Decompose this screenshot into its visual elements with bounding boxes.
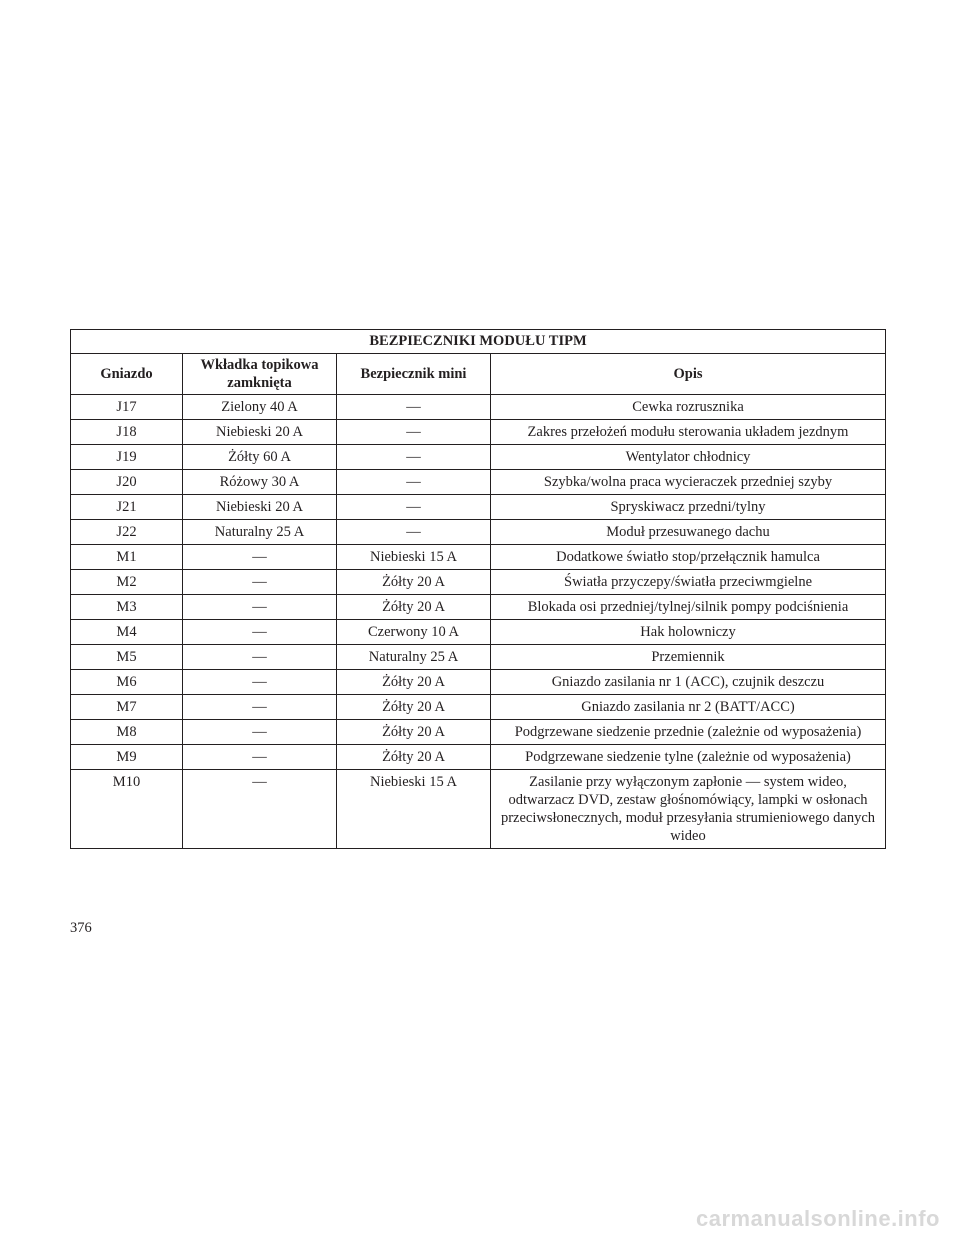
cell-socket: J19: [71, 445, 183, 470]
cell-cartridge: —: [183, 670, 337, 695]
table-row: [71, 670, 886, 695]
cell-mini: —: [337, 495, 491, 520]
cell-cartridge: Żółty 60 A: [183, 445, 337, 470]
cell-description: Blokada osi przedniej/tylnej/silnik pompy podciśnienia: [491, 595, 886, 620]
cell-socket: M6: [71, 670, 183, 695]
cell-cartridge: —: [183, 720, 337, 745]
cell-description: Podgrzewane siedzenie przednie (zależnie od wyposażenia): [491, 720, 886, 745]
cell-mini: Żółty 20 A: [337, 670, 491, 695]
cell-socket: M5: [71, 645, 183, 670]
cell-mini: Żółty 20 A: [337, 745, 491, 770]
table-title-row: [71, 330, 886, 354]
table-row: [71, 470, 886, 495]
cell-description: Zasilanie przy wyłączonym zapłonie — system wideo, odtwarzacz DVD, zestaw głośnomówiący, lampki w osłonach przeciwsłonecznych, moduł przesyłania strumieniowego danych wideo: [491, 770, 886, 849]
page-number: 376: [70, 920, 92, 936]
cell-mini: —: [337, 420, 491, 445]
cell-mini: —: [337, 470, 491, 495]
cell-description: Szybka/wolna praca wycieraczek przedniej szyby: [491, 470, 886, 495]
cell-mini: Żółty 20 A: [337, 720, 491, 745]
table-row: [71, 495, 886, 520]
table-row: [71, 595, 886, 620]
cell-cartridge: Zielony 40 A: [183, 395, 337, 420]
cell-description: Moduł przesuwanego dachu: [491, 520, 886, 545]
cell-socket: J21: [71, 495, 183, 520]
cell-mini: —: [337, 520, 491, 545]
cell-description: Zakres przełożeń modułu sterowania układem jezdnym: [491, 420, 886, 445]
table-row: [71, 620, 886, 645]
cell-socket: M2: [71, 570, 183, 595]
cell-description: Wentylator chłodnicy: [491, 445, 886, 470]
cell-cartridge: —: [183, 695, 337, 720]
watermark: carmanualsonline.info: [696, 1206, 940, 1231]
cell-cartridge: —: [183, 645, 337, 670]
header-mini: Bezpiecznik mini: [337, 354, 491, 395]
cell-mini: —: [337, 395, 491, 420]
cell-cartridge: —: [183, 620, 337, 645]
table-header-row: [71, 354, 886, 395]
cell-socket: M7: [71, 695, 183, 720]
table-row: [71, 395, 886, 420]
cell-socket: M8: [71, 720, 183, 745]
cell-mini: Żółty 20 A: [337, 570, 491, 595]
cell-socket: J17: [71, 395, 183, 420]
cell-socket: M3: [71, 595, 183, 620]
cell-description: Hak holowniczy: [491, 620, 886, 645]
table-row: [71, 645, 886, 670]
cell-description: Przemiennik: [491, 645, 886, 670]
cell-description: Spryskiwacz przedni/tylny: [491, 495, 886, 520]
table-row: [71, 445, 886, 470]
table-title: BEZPIECZNIKI MODUŁU TIPM: [71, 330, 886, 354]
cell-mini: Żółty 20 A: [337, 695, 491, 720]
cell-cartridge: Niebieski 20 A: [183, 495, 337, 520]
cell-socket: M1: [71, 545, 183, 570]
cell-cartridge: Niebieski 20 A: [183, 420, 337, 445]
cell-description: Podgrzewane siedzenie tylne (zależnie od wyposażenia): [491, 745, 886, 770]
table-row: [71, 695, 886, 720]
cell-mini: Niebieski 15 A: [337, 770, 491, 849]
cell-socket: J20: [71, 470, 183, 495]
cell-mini: Naturalny 25 A: [337, 645, 491, 670]
cell-cartridge: —: [183, 745, 337, 770]
cell-cartridge: —: [183, 545, 337, 570]
header-cartridge: Wkładka topikowa zamknięta: [183, 354, 337, 395]
cell-description: Gniazdo zasilania nr 1 (ACC), czujnik deszczu: [491, 670, 886, 695]
cell-mini: —: [337, 445, 491, 470]
cell-mini: Żółty 20 A: [337, 595, 491, 620]
cell-socket: J22: [71, 520, 183, 545]
cell-mini: Czerwony 10 A: [337, 620, 491, 645]
cell-socket: M9: [71, 745, 183, 770]
cell-cartridge: Różowy 30 A: [183, 470, 337, 495]
header-socket: Gniazdo: [71, 354, 183, 395]
table-row: [71, 545, 886, 570]
cell-cartridge: —: [183, 570, 337, 595]
table-row: [71, 420, 886, 445]
cell-socket: M4: [71, 620, 183, 645]
cell-description: Cewka rozrusznika: [491, 395, 886, 420]
cell-description: Dodatkowe światło stop/przełącznik hamulca: [491, 545, 886, 570]
table-row: [71, 720, 886, 745]
cell-socket: M10: [71, 770, 183, 849]
table-row: [71, 520, 886, 545]
cell-mini: Niebieski 15 A: [337, 545, 491, 570]
header-description: Opis: [491, 354, 886, 395]
table-row: [71, 570, 886, 595]
cell-socket: J18: [71, 420, 183, 445]
cell-description: Gniazdo zasilania nr 2 (BATT/ACC): [491, 695, 886, 720]
cell-cartridge: Naturalny 25 A: [183, 520, 337, 545]
table-row: [71, 770, 886, 849]
cell-cartridge: —: [183, 595, 337, 620]
table-row: [71, 745, 886, 770]
cell-cartridge: —: [183, 770, 337, 849]
fuse-table: [70, 329, 886, 849]
cell-description: Światła przyczepy/światła przeciwmgielne: [491, 570, 886, 595]
